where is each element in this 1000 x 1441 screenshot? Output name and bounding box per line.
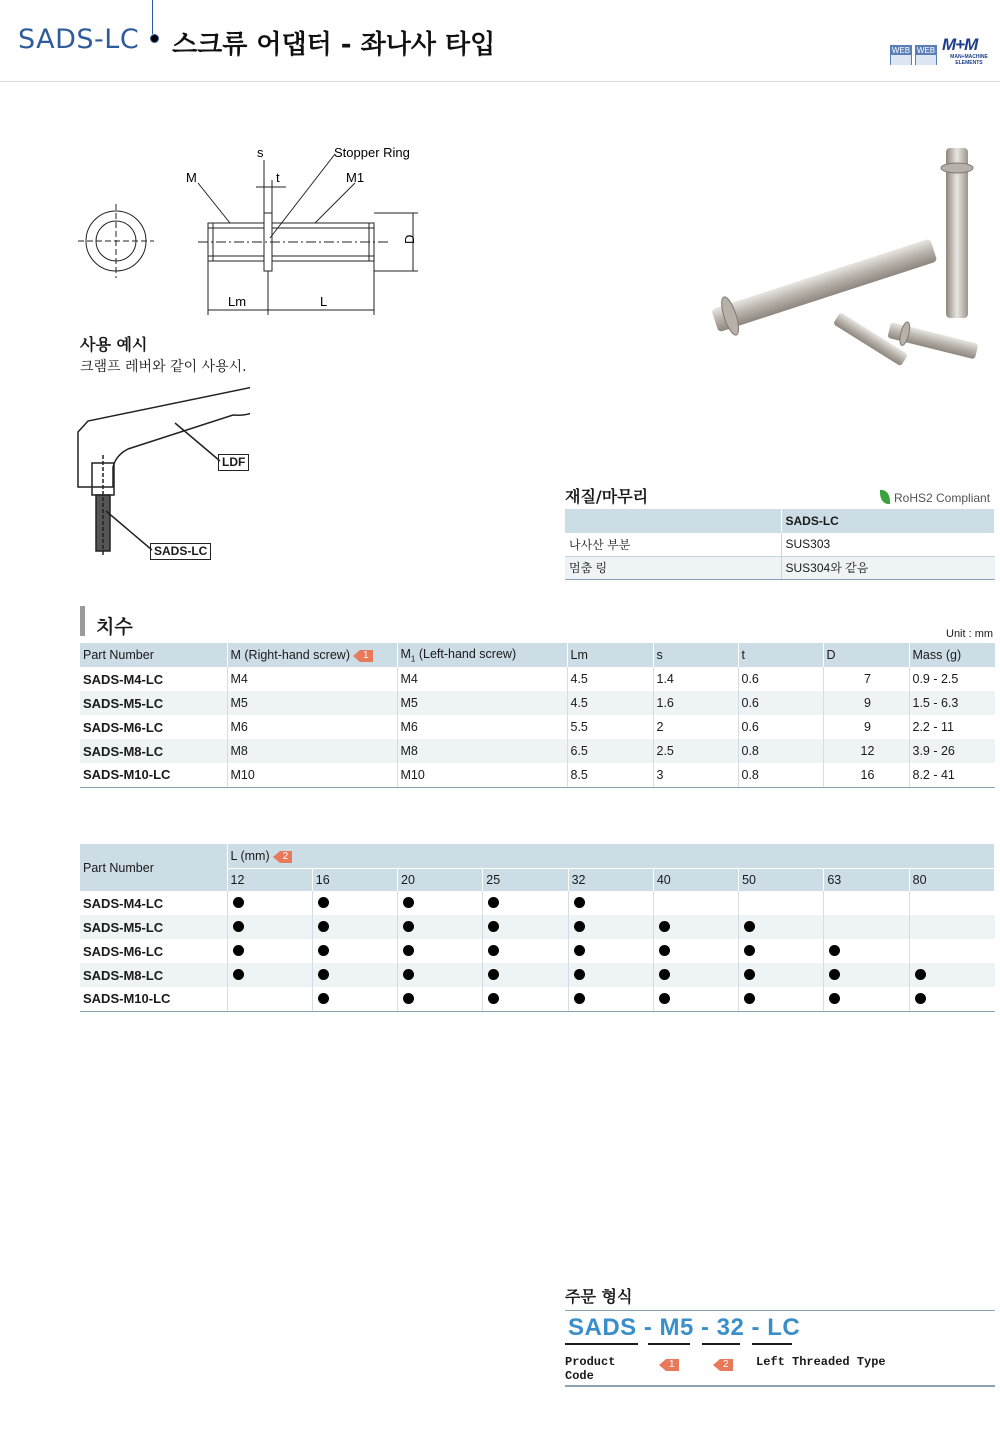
dimensions-table: Part Number M (Right-hand screw) 1 $M_1$ (Left-hand screw) Lm s t D Mass (g) SADS-M4-LC M4 M4 4.5 1.4 0.6 7 0.9 - 2.5 SADS-M5-LC M5 M5 4.5 1.6 0.6 9 1.5 - 6.3 SADS-M6-LC M6 M6 5.5 2 0.6 9 2.2 - 11 SADS-M8-LC M8 M8 6.5 2.5 0.8 12 3.9 - 26 SADS-M10-LC M10 M10 8.5 3 0.8 16 8.2 - 41 <box>80 643 995 788</box>
order-heading: 주문 형식 <box>565 1287 633 1306</box>
available-dot-icon <box>318 969 329 980</box>
length-column-header: 12 <box>227 868 312 891</box>
header-divider <box>152 0 153 34</box>
available-dot-icon <box>488 969 499 980</box>
available-dot-icon <box>744 969 755 980</box>
available-dot-icon <box>318 993 329 1004</box>
example-heading: 사용 예시 <box>80 335 148 354</box>
order-top-rule <box>565 1310 995 1311</box>
available-dot-icon <box>829 993 840 1004</box>
length-column-header: 80 <box>909 868 994 891</box>
page-title: 스크류 어댑터 - 좌나사 타입 <box>172 30 496 60</box>
product-code-label: Product Code <box>565 1355 616 1383</box>
available-dot-icon <box>488 897 499 908</box>
table-row: SADS-M4-LC <box>80 891 995 915</box>
left-threaded-label: Left Threaded Type <box>756 1355 886 1369</box>
available-dot-icon <box>488 921 499 932</box>
table-row: SADS-M5-LC <box>80 915 995 939</box>
available-dot-icon <box>403 969 414 980</box>
note-tag-1: 1 <box>360 650 373 662</box>
vertical-screw <box>941 148 973 318</box>
available-dot-icon <box>403 897 414 908</box>
available-dot-icon <box>915 993 926 1004</box>
available-dot-icon <box>403 945 414 956</box>
product-code: SADS-LC <box>18 24 140 55</box>
table-row: SADS-M6-LC <box>80 939 995 963</box>
available-dot-icon <box>488 945 499 956</box>
label-stopper-ring: Stopper Ring <box>334 145 410 160</box>
available-dot-icon <box>403 921 414 932</box>
page-header <box>0 0 1000 82</box>
available-dot-icon <box>403 993 414 1004</box>
available-dot-icon <box>233 897 244 908</box>
table-row: SADS-M10-LC M10 M10 8.5 3 0.8 16 8.2 - 41 <box>80 763 995 787</box>
leaf-icon <box>880 490 890 504</box>
available-dot-icon <box>829 945 840 956</box>
example-description: 크램프 레버와 같이 사용시. <box>80 359 247 375</box>
table-row: SADS-M8-LC <box>80 963 995 987</box>
table-row: SADS-M5-LC M5 M5 4.5 1.6 0.6 9 1.5 - 6.3 <box>80 691 995 715</box>
length-column-header: 40 <box>653 868 738 891</box>
label-sads-lc: SADS-LC <box>150 543 211 560</box>
label-m1: M1 <box>346 170 365 185</box>
length-table: Part Number L (mm) 2 12 16 20 25 32 40 50 63 80 SADS-M4-LC SADS-M5-LC SADS-M6-LC SADS-M8-LC SADS-M10-LC <box>80 844 995 1012</box>
web-link-icon[interactable]: WEB <box>915 45 937 65</box>
available-dot-icon <box>574 969 585 980</box>
table-row: SADS-M10-LC <box>80 987 995 1011</box>
order-tag-2: 2 <box>720 1359 733 1371</box>
section-bar <box>80 606 85 636</box>
table-row: SADS-M8-LC M8 M8 6.5 2.5 0.8 12 3.9 - 26 <box>80 739 995 763</box>
length-column-header: 16 <box>312 868 397 891</box>
available-dot-icon <box>915 969 926 980</box>
available-dot-icon <box>744 945 755 956</box>
order-tag-1: 1 <box>666 1359 679 1371</box>
available-dot-icon <box>233 921 244 932</box>
label-ldf: LDF <box>218 454 249 471</box>
brand-logo: M+M MAN+MACHINE ELEMENTS <box>942 35 988 66</box>
note-tag-2: 2 <box>280 851 293 863</box>
length-column-header: 63 <box>824 868 909 891</box>
label-t: t <box>276 170 280 185</box>
material-table: SADS-LC 나사산 부분 SUS303 멈춤 링 SUS304와 같음 <box>565 509 995 580</box>
length-column-header: 50 <box>739 868 824 891</box>
order-code: SADS - M5 - 32 - LC <box>568 1314 801 1341</box>
screw-m1-part <box>272 223 374 261</box>
order-bottom-rule <box>565 1385 995 1387</box>
label-s: s <box>257 145 264 160</box>
available-dot-icon <box>574 897 585 908</box>
table-row: SADS-M4-LC M4 M4 4.5 1.4 0.6 7 0.9 - 2.5 <box>80 667 995 691</box>
available-dot-icon <box>829 969 840 980</box>
available-dot-icon <box>659 921 670 932</box>
available-dot-icon <box>744 921 755 932</box>
available-dot-icon <box>233 969 244 980</box>
web-link-icon[interactable]: WEB <box>890 45 912 65</box>
available-dot-icon <box>574 993 585 1004</box>
table-row: 나사산 부분 SUS303 <box>565 533 995 556</box>
product-photo <box>670 140 1000 370</box>
dimensions-heading: 치수 <box>96 616 133 638</box>
label-d: D <box>402 234 417 244</box>
rohs-badge: RoHS2 Compliant <box>880 490 990 505</box>
table-row: 멈춤 링 SUS304와 같음 <box>565 556 995 579</box>
header-dot <box>150 34 159 43</box>
length-column-header: 32 <box>568 868 653 891</box>
available-dot-icon <box>318 921 329 932</box>
label-l: L <box>320 294 328 309</box>
label-m: M <box>186 170 197 185</box>
length-column-header: 25 <box>483 868 568 891</box>
label-lm: Lm <box>228 294 247 309</box>
table-row: SADS-M6-LC M6 M6 5.5 2 0.6 9 2.2 - 11 <box>80 715 995 739</box>
available-dot-icon <box>233 945 244 956</box>
available-dot-icon <box>318 945 329 956</box>
material-heading: 재질/마무리 <box>565 487 649 506</box>
available-dot-icon <box>318 897 329 908</box>
clamp-lever <box>78 387 250 487</box>
technical-drawing <box>70 140 430 320</box>
length-column-header: 20 <box>398 868 483 891</box>
available-dot-icon <box>659 969 670 980</box>
available-dot-icon <box>659 945 670 956</box>
available-dot-icon <box>659 993 670 1004</box>
available-dot-icon <box>488 993 499 1004</box>
available-dot-icon <box>574 921 585 932</box>
unit-label: Unit : mm <box>946 628 994 640</box>
available-dot-icon <box>744 993 755 1004</box>
available-dot-icon <box>574 945 585 956</box>
